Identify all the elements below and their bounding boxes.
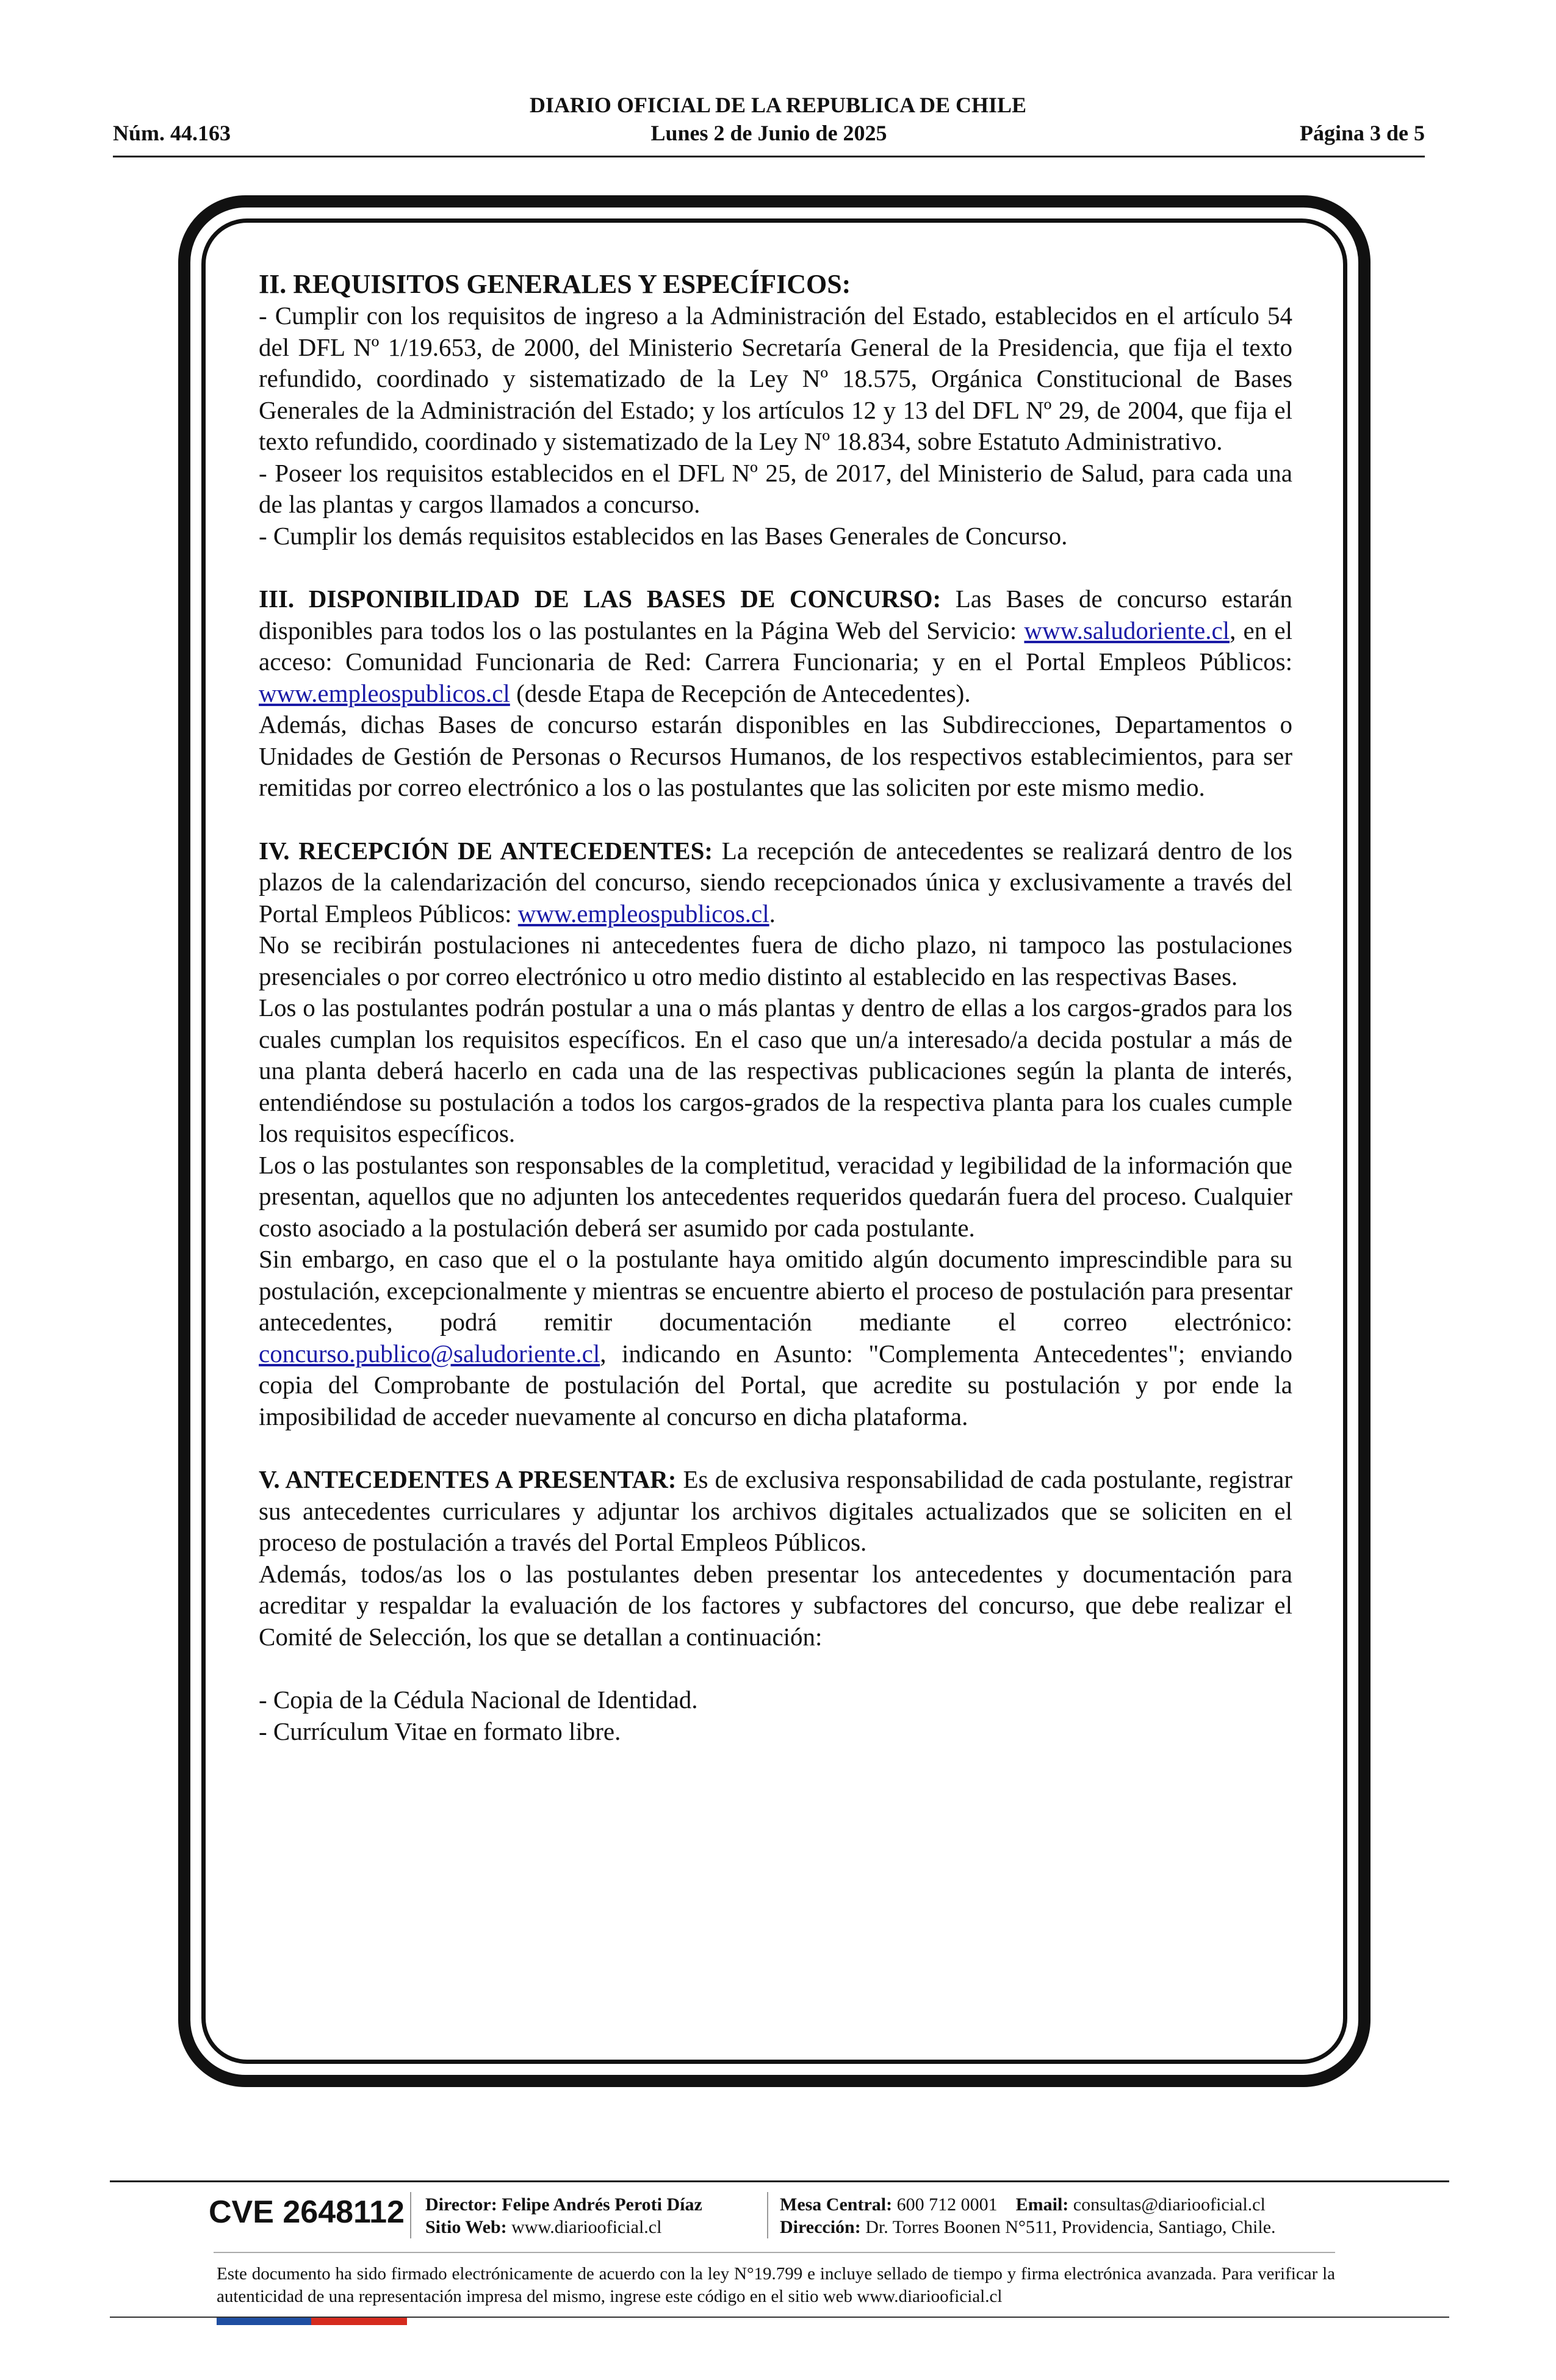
footer-divider-mid — [214, 2252, 1335, 2253]
director-label: Director: — [425, 2194, 497, 2215]
contact-email[interactable]: consultas@diariooficial.cl — [1073, 2194, 1266, 2215]
section-iv-text-5b: , indicando en Asunto: "Complementa Antecedentes"; enviando copia del Comprobante de postulación del Portal, que acredite su postulación y por ende la imposibilidad de acceder nuevamente al concurso en dicha plataforma. — [259, 1339, 1292, 1430]
page-indicator: Página 3 de 5 — [1299, 121, 1425, 145]
section-iv-paragraph-1 — [259, 835, 1292, 930]
site-label: Sitio Web: — [425, 2217, 507, 2237]
footer-contact-block — [780, 2193, 1276, 2238]
email-label: Email: — [1015, 2194, 1069, 2215]
section-iii-text-3: (desde Etapa de Recepción de Antecedentes). — [510, 679, 971, 707]
section-v-paragraph-1 — [259, 1464, 1292, 1559]
section-iii-paragraph-2: Además, dichas Bases de concurso estarán disponibles en las Subdirecciones, Departamentos o Unidades de Gestión de Personas o Recursos Humanos, de los respectivos establecimientos, para ser remitidas por correo electrónico a los o las postulantes que las soliciten por este mismo medio. — [259, 710, 1292, 801]
section-iv-paragraph-2: No se recibirán postulaciones ni antecedentes fuera de dicho plazo, ni tampoco las postulaciones presenciales o por correo electrónico u otro medio distinto al establecido en las respectivas Bases. — [259, 931, 1292, 990]
saludoriente-link[interactable]: www.saludoriente.cl — [1024, 616, 1230, 644]
section-iv-text-1b: . — [769, 899, 776, 928]
section-iv-paragraph-3: Los o las postulantes podrán postular a una o más plantas y dentro de ellas a los cargos-grados para los cuales cumplan los requisitos específicos. En el caso que un/a interesado/a decida postular a más de una planta deberá hacerlo en cada una de las respectivas publicaciones según la planta de interés, entendiéndose su postulación a todos los cargos-grados de la respectiva planta para los cuales cumple los requisitos específicos. — [259, 993, 1292, 1147]
notice-body — [259, 269, 1292, 1747]
section-v-list-item: - Copia de la Cédula Nacional de Identidad. — [259, 1686, 698, 1714]
section-v-text-1: Es de exclusiva responsabilidad de cada postulante, registrar sus antecedentes curriculares y adjuntar los archivos digitales actualizados que se soliciten en el proceso de postulación a través del Portal Empleos Públicos. — [259, 1465, 1292, 1556]
section-ii-item-3: - Cumplir los demás requisitos establecidos en las Bases Generales de Concurso. — [259, 521, 1068, 550]
flag-stripe-blue — [217, 2318, 311, 2325]
address-label: Dirección: — [780, 2217, 861, 2237]
header-row — [113, 120, 1425, 148]
section-iv-paragraph-4: Los o las postulantes son responsables de la completitud, veracidad y legibilidad de la información que presentan, aquellos que no adjunten los antecedentes requeridos quedarán fuera del proceso. Cualquier costo asociado a la postulación deberá ser asumido por cada postulante. — [259, 1150, 1292, 1242]
section-iv-text-5a: Sin embargo, en caso que el o la postulante haya omitido algún documento imprescindible para su postulación, excepcionalmente y mientras se encuentre abierto el proceso de postulación para presentar antecedentes, podrá remitir documentación mediante el correo electrónico: — [259, 1245, 1292, 1336]
address: Dr. Torres Boonen N°511, Providencia, Santiago, Chile. — [865, 2217, 1276, 2237]
issue-date: Lunes 2 de Junio de 2025 — [650, 121, 887, 145]
section-iii-text-2: , en el acceso: Comunidad Funcionaria de Red: Carrera Funcionaria; y en el Portal Empleos Públicos: — [259, 616, 1292, 676]
flag-stripe-red — [311, 2318, 407, 2325]
footer-director-block — [425, 2193, 702, 2238]
footer-column-divider — [767, 2192, 768, 2238]
section-v-list-item: - Currículum Vitae en formato libre. — [259, 1717, 621, 1745]
section-v-paragraph-2: Además, todos/as los o las postulantes deben presentar los antecedentes y documentación para acreditar y respaldar la evaluación de los factores y subfactores del concurso, que debe realizar el Comité de Selección, los que se detallan a continuación: — [259, 1559, 1292, 1651]
mesa-phone: 600 712 0001 — [896, 2194, 998, 2215]
site-url[interactable]: www.diariooficial.cl — [511, 2217, 662, 2237]
section-iii-heading: III. DISPONIBILIDAD DE LAS BASES DE CONCURSO: — [259, 585, 942, 613]
section-iv-paragraph-5 — [259, 1244, 1292, 1432]
footer-column-divider — [410, 2192, 411, 2238]
section-iii-paragraph-1 — [259, 583, 1292, 709]
signature-notice: Este documento ha sido firmado electrónicamente de acuerdo con la ley N°19.799 e incluye sellado de tiempo y firma electrónica avanzada. Para verificar la autenticidad de una representación impresa del mismo, ingrese este código en el sitio web www.diariooficial.cl — [217, 2264, 1335, 2306]
director-name: Felipe Andrés Peroti Díaz — [502, 2194, 702, 2215]
cve-code: CVE 2648112 — [209, 2194, 405, 2230]
mesa-label: Mesa Central: — [780, 2194, 893, 2215]
publication-title: DIARIO OFICIAL DE LA REPUBLICA DE CHILE — [529, 93, 1027, 117]
header-divider — [113, 156, 1425, 157]
section-ii-heading: II. REQUISITOS GENERALES Y ESPECÍFICOS: — [259, 269, 851, 299]
empleospublicos-link-2[interactable]: www.empleospublicos.cl — [517, 899, 769, 928]
section-v-heading: V. ANTECEDENTES A PRESENTAR: — [259, 1465, 677, 1493]
section-iii-text-1: Las Bases de concurso estarán disponibles para todos los o las postulantes en la Página Web del Servicio: — [259, 585, 1292, 644]
footer-divider-top — [110, 2180, 1449, 2182]
issue-number: Núm. 44.163 — [113, 121, 231, 145]
section-iv-heading: IV. RECEPCIÓN DE ANTECEDENTES: — [259, 836, 713, 865]
empleospublicos-link[interactable]: www.empleospublicos.cl — [259, 679, 510, 707]
section-ii-item-2: - Poseer los requisitos establecidos en el DFL Nº 25, de 2017, del Ministerio de Salud, para cada una de las plantas y cargos llamados a concurso. — [259, 458, 1292, 518]
section-ii-item-1: - Cumplir con los requisitos de ingreso a la Administración del Estado, establecidos en el artículo 54 del DFL Nº 1/19.653, de 2000, del Ministerio Secretaría General de la Presidencia, que fija el texto refundido, coordinado y sistematizado de la Ley Nº 18.575, Orgánica Constitucional de Bases Generales de la Administración del Estado; y los artículos 12 y 13 del DFL Nº 29, de 2004, que fija el texto refundido, coordinado y sistematizado de la Ley Nº 18.834, sobre Estatuto Administrativo. — [259, 301, 1292, 455]
section-iv-text-1: La recepción de antecedentes se realizará dentro de los plazos de la calendarización del concurso, siendo recepcionados única y exclusivamente a través del Portal Empleos Públicos: — [259, 836, 1292, 928]
concurso-email-link[interactable]: concurso.publico@saludoriente.cl — [259, 1339, 600, 1368]
